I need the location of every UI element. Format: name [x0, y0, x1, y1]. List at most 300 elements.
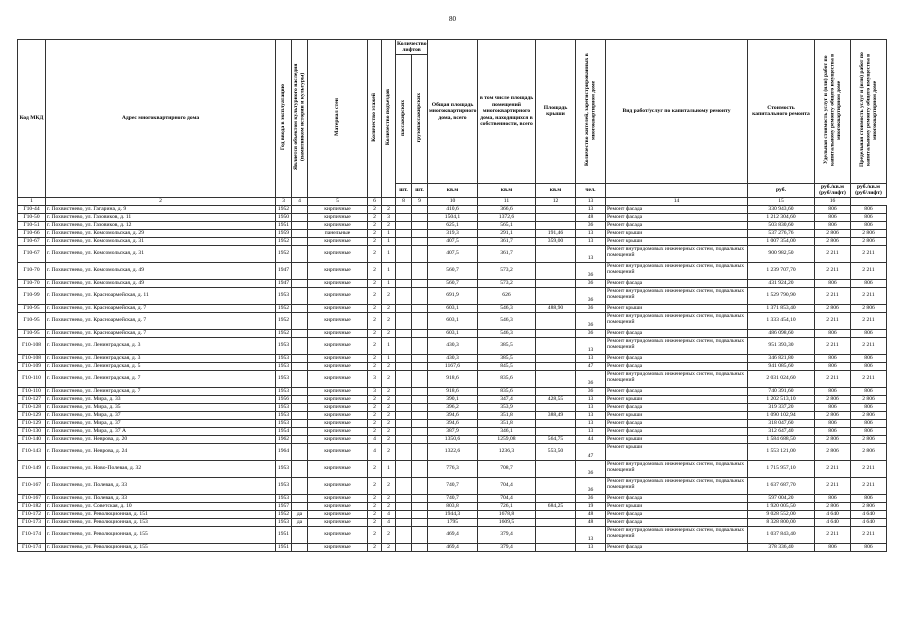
cell-residents: 13 — [576, 337, 606, 354]
cell-max-unit-cost: 806 — [851, 387, 887, 395]
cell-cargo-lifts — [412, 354, 428, 362]
cell-work-type: Ремонт внутридомовых инженерных систем, подвальных помещений — [606, 370, 748, 387]
cell-wall-material: кирпичные — [308, 502, 368, 510]
column-number: 12 — [536, 197, 576, 205]
cell-work-type: Ремонт крыши — [606, 395, 748, 403]
cell-max-unit-cost: 806 — [851, 494, 887, 502]
unit-area-total: кв.м — [428, 183, 478, 197]
cell-roof-area — [536, 543, 576, 551]
cell-area-total: 469,4 — [428, 543, 478, 551]
cell-area-owned: 726,1 — [478, 502, 536, 510]
cell-entrance-count: 2 — [382, 477, 396, 494]
cell-residents: 19 — [576, 502, 606, 510]
cell-passenger-lifts — [396, 312, 412, 329]
cell-max-unit-cost: 806 — [851, 403, 887, 411]
cell-year-built: 1952 — [276, 510, 292, 518]
cell-roof-area — [536, 279, 576, 287]
cell-heritage-flag — [292, 312, 308, 329]
cell-max-unit-cost: 806 — [851, 362, 887, 370]
cell-house-code: Г10-174 — [18, 543, 46, 551]
cell-roof-area — [536, 287, 576, 304]
cell-area-owned: 361,7 — [478, 237, 536, 245]
cell-address: г. Похвистнево, ул. Мира, д. 37 — [46, 419, 276, 427]
cell-area-total: 396,2 — [428, 403, 478, 411]
cell-year-built: 1953 — [276, 403, 292, 411]
cell-cargo-lifts — [412, 237, 428, 245]
cell-max-unit-cost: 2 211 — [851, 460, 887, 477]
cell-heritage-flag — [292, 205, 308, 213]
cell-cargo-lifts — [412, 494, 428, 502]
cell-work-type: Ремонт фасада — [606, 221, 748, 229]
cell-residents: 13 — [576, 395, 606, 403]
unit-work — [606, 183, 748, 197]
cell-heritage-flag — [292, 435, 308, 443]
cell-area-owned: 546,3 — [478, 329, 536, 337]
cell-address: г. Похвистнево, ул. Красноармейская, д. 7 — [46, 312, 276, 329]
cell-heritage-flag — [292, 403, 308, 411]
cell-area-owned: 385,5 — [478, 337, 536, 354]
cell-area-total: 390,1 — [428, 395, 478, 403]
cell-residents: 36 — [576, 287, 606, 304]
cell-entrance-count: 2 — [382, 403, 396, 411]
cell-address: г. Похвистнево, ул. Красноармейская, д. 7 — [46, 304, 276, 312]
cell-repair-cost: 330 943,60 — [748, 205, 815, 213]
table-row — [18, 312, 887, 329]
cell-unit-cost: 806 — [815, 419, 851, 427]
cell-area-owned: 845,5 — [478, 362, 536, 370]
cell-house-code: Г10-99 — [18, 287, 46, 304]
cell-cargo-lifts — [412, 312, 428, 329]
cell-year-built: 1953 — [276, 460, 292, 477]
cell-heritage-flag — [292, 237, 308, 245]
cell-year-built: 1953 — [276, 419, 292, 427]
header-max-cost: Предельная стоимость услуг и (или) работ по капитальному ремонту общего имущества в многоквартирном доме — [851, 40, 887, 184]
cell-area-total: 387,9 — [428, 427, 478, 435]
table-row — [18, 370, 887, 387]
cell-residents: 36 — [576, 329, 606, 337]
cell-repair-cost: 319 337,20 — [748, 403, 815, 411]
cell-cargo-lifts — [412, 526, 428, 543]
cell-repair-cost: 1 584 688,50 — [748, 435, 815, 443]
cell-wall-material: кирпичные — [308, 526, 368, 543]
cell-wall-material: кирпичные — [308, 460, 368, 477]
cell-work-type: Ремонт внутридомовых инженерных систем, подвальных помещений — [606, 287, 748, 304]
cell-passenger-lifts — [396, 237, 412, 245]
cell-house-code: Г10-108 — [18, 354, 46, 362]
cell-repair-cost: 486 098,60 — [748, 329, 815, 337]
cell-unit-cost: 2 806 — [815, 229, 851, 237]
cell-area-total: 603,1 — [428, 329, 478, 337]
cell-repair-cost: 1 637 687,70 — [748, 477, 815, 494]
cell-wall-material: кирпичные — [308, 411, 368, 419]
header-lifts: Количество лифтов — [397, 40, 427, 54]
cell-roof-area — [536, 262, 576, 279]
cell-house-code: Г10-109 — [18, 362, 46, 370]
cell-unit-cost: 806 — [815, 329, 851, 337]
cell-max-unit-cost: 2 806 — [851, 435, 887, 443]
cell-floor-count: 2 — [368, 337, 382, 354]
cell-residents: 36 — [576, 279, 606, 287]
cell-heritage-flag — [292, 502, 308, 510]
cell-roof-area: 488,90 — [536, 304, 576, 312]
cell-heritage-flag — [292, 279, 308, 287]
cell-floor-count: 2 — [368, 262, 382, 279]
cell-passenger-lifts — [396, 287, 412, 304]
cell-unit-cost: 806 — [815, 362, 851, 370]
table-body — [18, 197, 887, 551]
cell-wall-material: кирпичные — [308, 443, 368, 460]
cell-heritage-flag — [292, 370, 308, 387]
cell-address: г. Похвистнево, ул. Комсомольская, д. 31 — [46, 237, 276, 245]
table-row — [18, 477, 887, 494]
cell-repair-cost: 1 007 354,00 — [748, 237, 815, 245]
cell-entrance-count: 2 — [382, 443, 396, 460]
cell-residents: 13 — [576, 543, 606, 551]
cell-heritage-flag — [292, 245, 308, 262]
column-number: 1 — [18, 197, 46, 205]
cell-area-total: 1944,3 — [428, 510, 478, 518]
table-row — [18, 205, 887, 213]
cell-repair-cost: 900 982,50 — [748, 245, 815, 262]
cell-roof-area — [536, 312, 576, 329]
cell-entrance-count: 2 — [382, 387, 396, 395]
cell-passenger-lifts — [396, 502, 412, 510]
cell-repair-cost: 312 647,40 — [748, 427, 815, 435]
cell-area-owned: 351,8 — [478, 411, 536, 419]
table-row — [18, 427, 887, 435]
cell-max-unit-cost: 2 806 — [851, 229, 887, 237]
cell-cargo-lifts — [412, 411, 428, 419]
cell-residents: 13 — [576, 354, 606, 362]
cell-max-unit-cost: 2 211 — [851, 370, 887, 387]
cell-roof-area — [536, 213, 576, 221]
table-row — [18, 237, 887, 245]
cell-unit-cost: 4 640 — [815, 518, 851, 526]
table-row — [18, 354, 887, 362]
cell-entrance-count: 1 — [382, 245, 396, 262]
cell-floor-count: 2 — [368, 213, 382, 221]
cell-roof-area: 684,25 — [536, 502, 576, 510]
cell-unit-cost: 2 211 — [815, 287, 851, 304]
cell-wall-material: кирпичные — [308, 337, 368, 354]
cell-max-unit-cost: 2 211 — [851, 312, 887, 329]
cell-floor-count: 2 — [368, 287, 382, 304]
cell-max-unit-cost: 806 — [851, 329, 887, 337]
column-number: 9 — [412, 197, 428, 205]
cell-max-unit-cost: 806 — [851, 354, 887, 362]
cell-floor-count: 2 — [368, 403, 382, 411]
cell-house-code: Г10-108 — [18, 337, 46, 354]
cell-area-owned: 1259,08 — [478, 435, 536, 443]
cell-floor-count: 3 — [368, 387, 382, 395]
cell-cargo-lifts — [412, 403, 428, 411]
cell-address: г. Похвистнево, ул. Полевая, д. 33 — [46, 477, 276, 494]
column-number: 16 — [815, 197, 851, 205]
cell-floor-count: 2 — [368, 237, 382, 245]
cell-unit-cost: 806 — [815, 494, 851, 502]
table-row — [18, 411, 887, 419]
cell-unit-cost: 4 640 — [815, 510, 851, 518]
cell-cargo-lifts — [412, 229, 428, 237]
cell-address: г. Похвистнево, ул. Ленинградская, д. 3 — [46, 337, 276, 354]
cell-area-owned: 573,2 — [478, 279, 536, 287]
header-year: Год ввода в эксплуатацию — [276, 40, 292, 198]
cell-house-code: Г10-129 — [18, 411, 46, 419]
cell-repair-cost: 1 920 005,50 — [748, 502, 815, 510]
cell-unit-cost: 2 211 — [815, 477, 851, 494]
cell-address: г. Похвистнево, ул. Мира, д. 35 — [46, 403, 276, 411]
cell-area-total: 407,5 — [428, 237, 478, 245]
table-row — [18, 362, 887, 370]
cell-year-built: 1952 — [276, 329, 292, 337]
cell-unit-cost: 806 — [815, 543, 851, 551]
cell-year-built: 1957 — [276, 502, 292, 510]
cell-year-built: 1953 — [276, 362, 292, 370]
cell-unit-cost: 2 806 — [815, 443, 851, 460]
cell-work-type: Ремонт крыши — [606, 229, 748, 237]
cell-cargo-lifts — [412, 518, 428, 526]
table-row — [18, 543, 887, 551]
cell-area-total: 776,3 — [428, 460, 478, 477]
cell-address: г. Похвистнево, ул. Революционная, д. 155 — [46, 543, 276, 551]
cell-year-built: 1953 — [276, 354, 292, 362]
cell-cargo-lifts — [412, 245, 428, 262]
cell-wall-material: кирпичные — [308, 435, 368, 443]
cell-floor-count: 2 — [368, 205, 382, 213]
cell-area-total: 560,7 — [428, 279, 478, 287]
cell-address: г. Похвистнево, ул. Революционная, д. 151 — [46, 510, 276, 518]
cell-repair-cost: 951 393,30 — [748, 337, 815, 354]
cell-residents: 44 — [576, 435, 606, 443]
column-number: 5 — [308, 197, 368, 205]
cell-cargo-lifts — [412, 477, 428, 494]
cell-year-built: 1953 — [276, 411, 292, 419]
cell-unit-cost: 2 211 — [815, 262, 851, 279]
cell-residents: 47 — [576, 443, 606, 460]
cell-passenger-lifts — [396, 411, 412, 419]
cell-max-unit-cost: 806 — [851, 213, 887, 221]
cell-residents: 36 — [576, 312, 606, 329]
cell-area-owned: 379,4 — [478, 543, 536, 551]
cell-year-built: 1952 — [276, 245, 292, 262]
cell-house-code: Г10-173 — [18, 518, 46, 526]
cell-wall-material: кирпичные — [308, 237, 368, 245]
cell-max-unit-cost: 2 806 — [851, 411, 887, 419]
column-number: 2 — [46, 197, 276, 205]
cell-repair-cost: 378 336,40 — [748, 543, 815, 551]
cell-unit-cost: 2 211 — [815, 245, 851, 262]
cell-unit-cost: 2 211 — [815, 526, 851, 543]
cell-area-total: 803,8 — [428, 502, 478, 510]
cell-passenger-lifts — [396, 205, 412, 213]
cell-wall-material: кирпичные — [308, 518, 368, 526]
cell-heritage-flag — [292, 443, 308, 460]
cell-passenger-lifts — [396, 262, 412, 279]
cell-house-code: Г10-95 — [18, 304, 46, 312]
cell-floor-count: 2 — [368, 494, 382, 502]
cell-roof-area — [536, 221, 576, 229]
cell-repair-cost: 2 031 024,60 — [748, 370, 815, 387]
cell-house-code: Г10-172 — [18, 510, 46, 518]
cell-cargo-lifts — [412, 262, 428, 279]
cell-cargo-lifts — [412, 427, 428, 435]
cell-passenger-lifts — [396, 213, 412, 221]
cell-area-owned: 1609,5 — [478, 518, 536, 526]
cell-year-built: 1956 — [276, 395, 292, 403]
cell-area-total: 740,7 — [428, 477, 478, 494]
cell-work-type: Ремонт внутридомовых инженерных систем, подвальных помещений — [606, 262, 748, 279]
cell-cargo-lifts — [412, 205, 428, 213]
cell-area-owned: 361,7 — [478, 245, 536, 262]
cell-wall-material: кирпичные — [308, 543, 368, 551]
cell-max-unit-cost: 2 211 — [851, 526, 887, 543]
cell-residents: 13 — [576, 411, 606, 419]
cell-address: г. Похвистнево, ул. Комсомольская, д. 49 — [46, 262, 276, 279]
cell-house-code: Г10-174 — [18, 526, 46, 543]
cell-unit-cost: 2 211 — [815, 370, 851, 387]
cell-floor-count: 2 — [368, 411, 382, 419]
table-row — [18, 279, 887, 287]
cell-repair-cost: 9 028 552,00 — [748, 510, 815, 518]
header-entrances: Количество подъездов — [382, 40, 396, 198]
table-row — [18, 395, 887, 403]
cell-year-built: 1953 — [276, 518, 292, 526]
cell-passenger-lifts — [396, 370, 412, 387]
cell-wall-material: кирпичные — [308, 362, 368, 370]
cell-entrance-count: 2 — [382, 395, 396, 403]
cell-passenger-lifts — [396, 477, 412, 494]
cell-work-type: Ремонт внутридомовых инженерных систем, подвальных помещений — [606, 337, 748, 354]
cell-residents: 48 — [576, 510, 606, 518]
cell-wall-material: кирпичные — [308, 427, 368, 435]
table-row — [18, 304, 887, 312]
cell-floor-count: 2 — [368, 245, 382, 262]
cell-passenger-lifts — [396, 245, 412, 262]
cell-year-built: 1953 — [276, 477, 292, 494]
header-lifts-pass: пассажирских — [396, 55, 412, 183]
cell-work-type: Ремонт крыши — [606, 411, 748, 419]
cell-year-built: 1959 — [276, 229, 292, 237]
cell-max-unit-cost: 2 211 — [851, 477, 887, 494]
cell-area-total: 1795 — [428, 518, 478, 526]
cell-residents: 36 — [576, 370, 606, 387]
cell-house-code: Г10-51 — [18, 221, 46, 229]
cell-cargo-lifts — [412, 370, 428, 387]
cell-year-built: 1952 — [276, 312, 292, 329]
cell-max-unit-cost: 806 — [851, 543, 887, 551]
cell-repair-cost: 503 830,60 — [748, 221, 815, 229]
cell-area-owned: 379,4 — [478, 526, 536, 543]
cell-area-total: 1504,1 — [428, 213, 478, 221]
table-row — [18, 510, 887, 518]
cell-heritage-flag — [292, 304, 308, 312]
unit-roof: кв.м — [536, 183, 576, 197]
cell-area-total: 1167,6 — [428, 362, 478, 370]
cell-cargo-lifts — [412, 221, 428, 229]
cell-roof-area: 388,49 — [536, 411, 576, 419]
cell-area-owned: 708,7 — [478, 460, 536, 477]
cell-wall-material: кирпичные — [308, 213, 368, 221]
cell-house-code: Г10-66 — [18, 229, 46, 237]
cell-unit-cost: 806 — [815, 427, 851, 435]
cell-passenger-lifts — [396, 279, 412, 287]
cell-address: г. Похвистнево, ул. Мира, д. 37 — [46, 411, 276, 419]
cell-unit-cost: 2 806 — [815, 395, 851, 403]
cell-floor-count: 2 — [368, 518, 382, 526]
cell-entrance-count: 2 — [382, 494, 396, 502]
cell-unit-cost: 2 211 — [815, 460, 851, 477]
cell-address: г. Похвистнево, ул. Комсомольская, д. 49 — [46, 279, 276, 287]
table-row — [18, 403, 887, 411]
cell-roof-area: 553,50 — [536, 443, 576, 460]
cell-work-type: Ремонт крыши — [606, 435, 748, 443]
page-number: 80 — [449, 15, 456, 23]
table-row — [18, 518, 887, 526]
cell-house-code: Г10-149 — [18, 460, 46, 477]
cell-floor-count: 2 — [368, 304, 382, 312]
cell-residents: 13 — [576, 419, 606, 427]
cell-entrance-count: 2 — [382, 419, 396, 427]
table-row — [18, 460, 887, 477]
cell-work-type: Ремонт внутридомовых инженерных систем, подвальных помещений — [606, 460, 748, 477]
cell-max-unit-cost: 2 211 — [851, 337, 887, 354]
cell-unit-cost: 806 — [815, 387, 851, 395]
cell-unit-cost: 806 — [815, 403, 851, 411]
cell-wall-material: кирпичные — [308, 221, 368, 229]
cell-house-code: Г10-95 — [18, 312, 46, 329]
cell-repair-cost: 941 085,60 — [748, 362, 815, 370]
cell-entrance-count: 1 — [382, 229, 396, 237]
cell-repair-cost: 1 239 707,70 — [748, 262, 815, 279]
cell-work-type: Ремонт фасада — [606, 403, 748, 411]
cell-passenger-lifts — [396, 221, 412, 229]
cell-roof-area — [536, 510, 576, 518]
cell-floor-count: 2 — [368, 229, 382, 237]
cell-repair-cost: 1 202 513,10 — [748, 395, 815, 403]
header-residents: Количество жителей, зарегистрированных в многоквартирном доме — [576, 40, 606, 184]
cell-area-owned: 366,6 — [478, 205, 536, 213]
cell-passenger-lifts — [396, 329, 412, 337]
cell-heritage-flag — [292, 411, 308, 419]
cell-heritage-flag — [292, 543, 308, 551]
cell-work-type: Ремонт фасада — [606, 329, 748, 337]
cell-area-owned: 546,3 — [478, 312, 536, 329]
cell-residents: 36 — [576, 262, 606, 279]
cell-heritage-flag: да — [292, 518, 308, 526]
cell-wall-material: кирпичные — [308, 387, 368, 395]
cell-max-unit-cost: 2 806 — [851, 443, 887, 460]
cell-unit-cost: 2 211 — [815, 312, 851, 329]
cell-entrance-count: 2 — [382, 427, 396, 435]
cell-address: г. Похвистнево, ул. Ленинградская, д. 7 — [46, 370, 276, 387]
cell-entrance-count: 2 — [382, 287, 396, 304]
cell-year-built: 1953 — [276, 494, 292, 502]
cell-max-unit-cost: 2 806 — [851, 502, 887, 510]
cell-work-type: Ремонт фасада — [606, 279, 748, 287]
cell-wall-material: кирпичные — [308, 510, 368, 518]
cell-year-built: 1953 — [276, 337, 292, 354]
cell-max-unit-cost: 2 806 — [851, 237, 887, 245]
cell-house-code: Г10-182 — [18, 502, 46, 510]
cell-address: г. Похвистнево, ул. Ленинградская, д. 3 — [46, 354, 276, 362]
cell-house-code: Г10-127 — [18, 395, 46, 403]
cell-residents: 48 — [576, 518, 606, 526]
cell-residents: 13 — [576, 427, 606, 435]
cell-entrance-count: 2 — [382, 435, 396, 443]
cell-roof-area — [536, 518, 576, 526]
cell-cargo-lifts — [412, 213, 428, 221]
cell-cargo-lifts — [412, 304, 428, 312]
